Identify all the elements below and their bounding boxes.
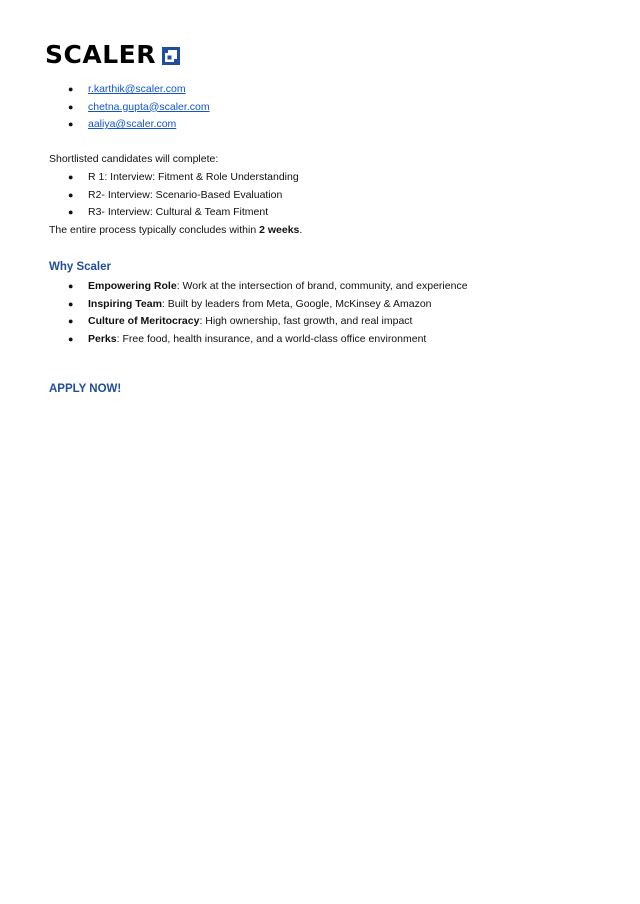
logo-text: SCALER — [45, 40, 156, 69]
list-item — [0, 204, 299, 222]
process-intro: Shortlisted candidates will complete: — [49, 153, 219, 165]
list-item — [0, 169, 299, 187]
bullet-icon: ● — [68, 172, 74, 182]
email-link-aaliya[interactable]: aaliya@scaler.com — [88, 118, 177, 131]
duration-suffix: . — [299, 224, 303, 236]
bullet-icon: ● — [68, 84, 74, 94]
list-item — [0, 81, 210, 99]
duration-prefix: The entire process typically concludes within — [49, 224, 260, 236]
why-scaler-heading: Why Scaler — [49, 261, 111, 273]
duration-value: 2 weeks — [259, 224, 300, 236]
contact-email-list — [0, 81, 210, 134]
interview-rounds-list — [0, 169, 299, 222]
bullet-icon: ● — [68, 101, 74, 112]
bullet-icon: ● — [68, 189, 74, 200]
benefit-title: Empowering Role — [88, 280, 177, 292]
bullet-icon: ● — [68, 316, 74, 327]
apply-now-link[interactable]: APPLY NOW! — [49, 383, 122, 395]
list-item — [0, 278, 468, 296]
scaler-square-icon — [162, 47, 180, 65]
bullet-icon: ● — [68, 333, 74, 344]
process-duration — [49, 222, 302, 239]
list-item — [0, 331, 468, 349]
benefit-title: Perks — [88, 332, 117, 345]
benefit-text: : High ownership, fast growth, and real impact — [199, 315, 413, 328]
round-text: R2- Interview: Scenario-Based Evaluation — [88, 188, 283, 201]
round-text: R3- Interview: Cultural & Team Fitment — [88, 206, 269, 219]
bullet-icon: ● — [68, 119, 74, 130]
benefit-text: : Free food, health insurance, and a world-class office environment — [116, 332, 427, 345]
email-link-karthik[interactable]: r.karthik@scaler.com — [88, 83, 186, 95]
email-link-chetna[interactable]: chetna.gupta@scaler.com — [88, 100, 210, 113]
list-item — [0, 116, 210, 134]
benefit-title: Inspiring Team — [88, 297, 162, 310]
benefit-text: : Work at the intersection of brand, community, and experience — [176, 280, 468, 292]
list-item — [0, 296, 468, 314]
benefit-text: : Built by leaders from Meta, Google, McKinsey & Amazon — [161, 297, 432, 310]
bullet-icon: ● — [68, 298, 74, 309]
list-item — [0, 313, 468, 331]
round-text: R 1: Interview: Fitment & Role Understanding — [88, 171, 299, 183]
benefit-title: Culture of Meritocracy — [88, 315, 200, 328]
list-item — [0, 187, 299, 205]
why-scaler-list — [0, 278, 468, 348]
scaler-logo — [45, 42, 180, 67]
bullet-icon: ● — [68, 207, 74, 218]
bullet-icon: ● — [68, 281, 74, 291]
list-item — [0, 99, 210, 117]
